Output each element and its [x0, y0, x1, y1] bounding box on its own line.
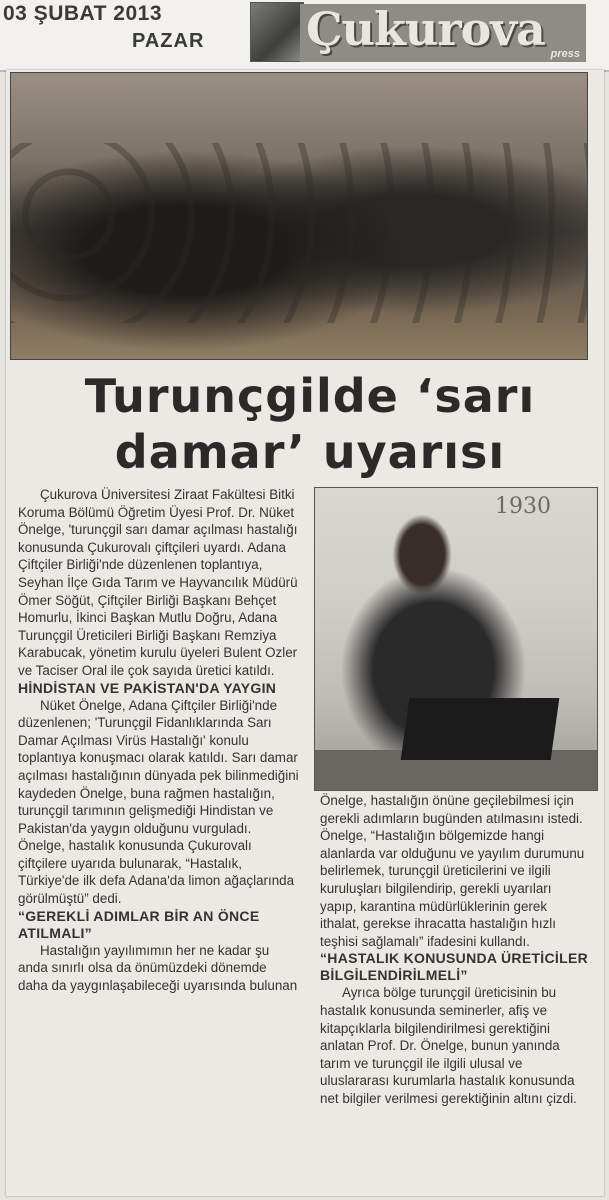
issue-day: PAZAR — [132, 30, 205, 52]
wall-text: 1930 — [495, 494, 551, 519]
audience-photo — [10, 72, 588, 360]
header-thumbnail-photo — [250, 2, 304, 62]
subhead-steps: “GEREKLİ ADIMLAR BİR AN ÖNCE ATILMALI” — [18, 907, 260, 941]
article-title: Turunçgilde ‘sarı damar’ uyarısı — [84, 369, 536, 479]
masthead-press: press — [550, 48, 580, 60]
masthead-name: Çukurova — [306, 2, 545, 56]
audience-crowd — [11, 143, 587, 323]
subhead-producers: “HASTALIK KONUSUNDA ÜRETİCİLER BİLGİLENDİRİLMELİ” — [320, 950, 588, 984]
paragraph-3: Ayrıca bölge turunçgil üreticisinin bu hastalık konusunda seminerler, afiş ve kitapçıklarla bilgilendirilmesi gerektiğini anlatan Prof. Dr. Önelge, bunun yanında tarım ve turunçgil ile ilgili ulusal ve uluslararası kurumlarla hastalık konusunda net bilgiler verilmesi gerektiğinin altını çizdi. — [320, 985, 577, 1106]
paragraph-2-continued: Önelge, hastalığın önüne geçilebilmesi için gerekli adımların bugünden atılmasını istedi. Önelge, “Hastalığın bölgemizde hangi alanlarda var olduğunu ve yayılım durumunu belirlemek, turunçgil üreticilerini ve ilgili kuruluşları bilgilendirip, gerekli uyarıları yapıp, karantina müdürlüklerinin gerek ithalat, gerekse ihracatta hastalığın hızlı teşhisi sağlamalı” ifadesini kullandı. — [320, 793, 585, 949]
left-column — [18, 486, 300, 994]
paragraph-1: Nüket Önelge, Adana Çiftçiler Birliği'nde düzenlenen; 'Turunçgil Fidanlıklarında Sarı Damar Açılması Virüs Hastalığı' konulu toplantıya konuşmacı olarak katıldı. Sarı damar açılması hastalığının dünyada pek bilinmediğini kaydeden Önelge, buna rağmen hastalığın, turunçgil tarımının gelişmediği Hindistan ve Pakistan'da yaygın olduğunu vurguladı. Önelge, hastalık konusunda Çukurovalı çiftçilere uyarıda bulunarak, “Hastalık, Türkiye'de ilk defa Adana'da limon ağaçlarında görülmüştü” dedi. — [18, 697, 299, 907]
issue-date: 03 ŞUBAT 2013 — [3, 2, 163, 25]
subhead-india-pakistan: HİNDİSTAN VE PAKİSTAN'DA YAYGIN — [18, 679, 277, 696]
speaker-photo — [314, 487, 598, 791]
lead-paragraph: Çukurova Üniversitesi Ziraat Fakültesi Bitki Koruma Bölümü Öğretim Üyesi Prof. Dr. Nüket Önelge, 'turunçgil sarı damar açılması hastalığı konusunda Çukurovalı çiftçileri uyardı. Adana Çiftçiler Birliği'nde düzenlenen toplantıya, Seyhan İlçe Gıda Tarım ve Hayvancılık Müdürü Ömer Söğüt, Çiftçiler Birliği Başkanı Behçet Homurlu, İkinci Başkan Mutlu Doğru, Adana Turunçgil Üreticileri Birliği Başkanı Remziya Karabucak, yönetim kurulu üyeleri Bulent Ozler ve Taciser Oral ile çok sayıda üretici katıldı. — [18, 487, 298, 678]
newspaper-header — [0, 0, 609, 72]
paragraph-2: Hastalığın yayılımımın her ne kadar şu anda sınırlı olsa da önümüzdeki dönemde daha da yaygınlaşabileceği uyarısında bulunan — [18, 942, 298, 993]
masthead-logo — [300, 4, 586, 62]
laptop — [401, 698, 560, 760]
right-column — [320, 792, 588, 1108]
